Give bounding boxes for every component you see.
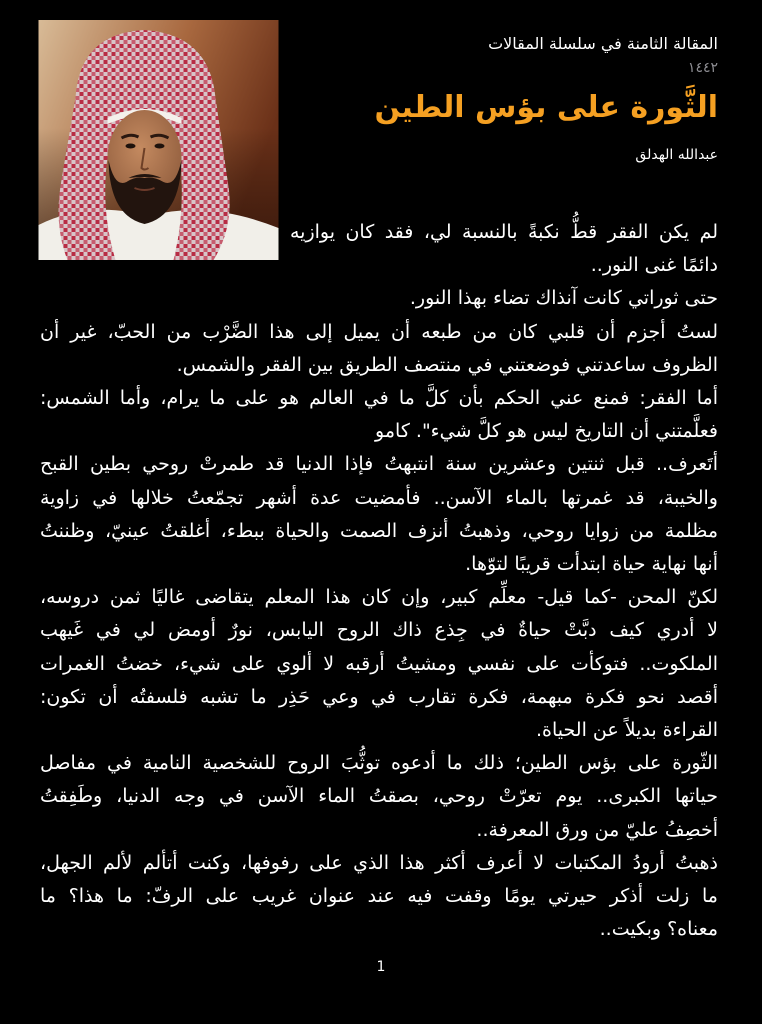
text-line: لا أدري كيف دبَّتْ حياةٌ في جِذع ذاك الروح اليابس، نورٌ أومض لي في غَيهب — [40, 619, 718, 642]
text-line: أتَعرف.. قبل ثنتين وعشرين سنة انتبهتُ فإذا الدنيا قد طمرتْ روحي بطين القبح — [40, 453, 718, 476]
text-line: معناه؟ وبكيت.. — [599, 918, 718, 941]
text-line: الثّورة على بؤس الطين؛ ذلك ما أدعوه توثُّبَ الروح للشخصية النامية في مفاصل — [40, 752, 718, 775]
paragraph — [40, 282, 718, 315]
paragraph — [40, 581, 718, 747]
text-line: أخصِفُ عليّ من ورق المعرفة.. — [476, 818, 718, 841]
text-line: أنها نهاية حياة ابتدأت قريبًا لتوّها. — [465, 553, 718, 576]
author-name: عبدالله الهدلق — [635, 147, 718, 163]
year-label: ١٤٤٢ — [687, 60, 718, 76]
text-line: أقصد نحو فكرة مبهمة، فكرة تقارب في وعي حَذِر ما تشبه فلسفتُه أن تكون: — [40, 685, 718, 708]
article-body — [40, 216, 718, 946]
series-label: المقالة الثامنة في سلسلة المقالات — [488, 34, 718, 53]
text-line: الملكوت.. فتوكأت على نفسي ومشيتُ أرقبه لا ألوي على شيء، خضتُ الغمرات — [40, 652, 718, 675]
article-title: الثَّورة على بؤس الطين — [374, 90, 718, 125]
paragraph — [40, 316, 718, 382]
text-line: ذهبتُ أرودُ المكتبات لا أعرف أكثر هذا الذي على رفوفها، وكنت أتألم لألم الجهل، — [40, 851, 718, 874]
text-line: لم يكن الفقر قطُّ نكبةً بالنسبة لي، فقد كان يوازيه — [290, 221, 718, 243]
paragraph — [40, 448, 718, 581]
paragraph — [40, 216, 718, 282]
text-line: حياتها الكبرى.. يوم تعرّتْ روحي، بصقتُ الماء الآسن في وجه الدنيا، وطَفِقتُ — [40, 785, 718, 808]
text-line: مظلمة من زوايا روحي، وذهبتُ أنزف الصمت والحياة ببطء، أغلقتُ عينيّ، وظننتُ — [40, 519, 718, 542]
text-line: والخيبة، قد غمرتها بالماء الآسن.. فأمضيت عدة أشهر تجمّعتُ خلالها في زاوية — [40, 486, 718, 509]
text-line: أما الفقر: فمنع عني الحكم بأن كلَّ ما في العالم هو على ما يرام، وأما الشمس: — [40, 387, 718, 410]
text-line: فعلَّمتني أن التاريخ ليس هو كلَّ شيء". كامو — [375, 420, 718, 443]
text-line: دائمًا غنى النور.. — [590, 254, 718, 277]
text-line: لستُ أجزم أن قلبي كان من طبعه أن يميل إلى هذا الضَّرْب من الحبّ، غير أن — [40, 320, 718, 343]
paragraph — [40, 847, 718, 947]
text-line: الظروف ساعدتني فوضعتني في منتصف الطريق بين الفقر والشمس. — [176, 353, 718, 376]
paragraph — [40, 747, 718, 847]
page-number: 1 — [376, 959, 386, 975]
text-line: ما زلت أذكر حيرتي يومًا وقفت فيه عند عنوان غريب على الرفّ: ما هذا؟ ما — [40, 885, 718, 908]
quote-paragraph — [40, 382, 718, 448]
text-line: حتى ثوراتي كانت آنذاك تضاء بهذا النور. — [409, 287, 718, 310]
text-line: القراءة بديلاً عن الحياة. — [536, 719, 718, 742]
text-line: لكنّ المحن -كما قيل- معلِّم كبير، وإن كان هذا المعلم يتقاضى غاليًا ثمن دروسه، — [40, 586, 718, 609]
